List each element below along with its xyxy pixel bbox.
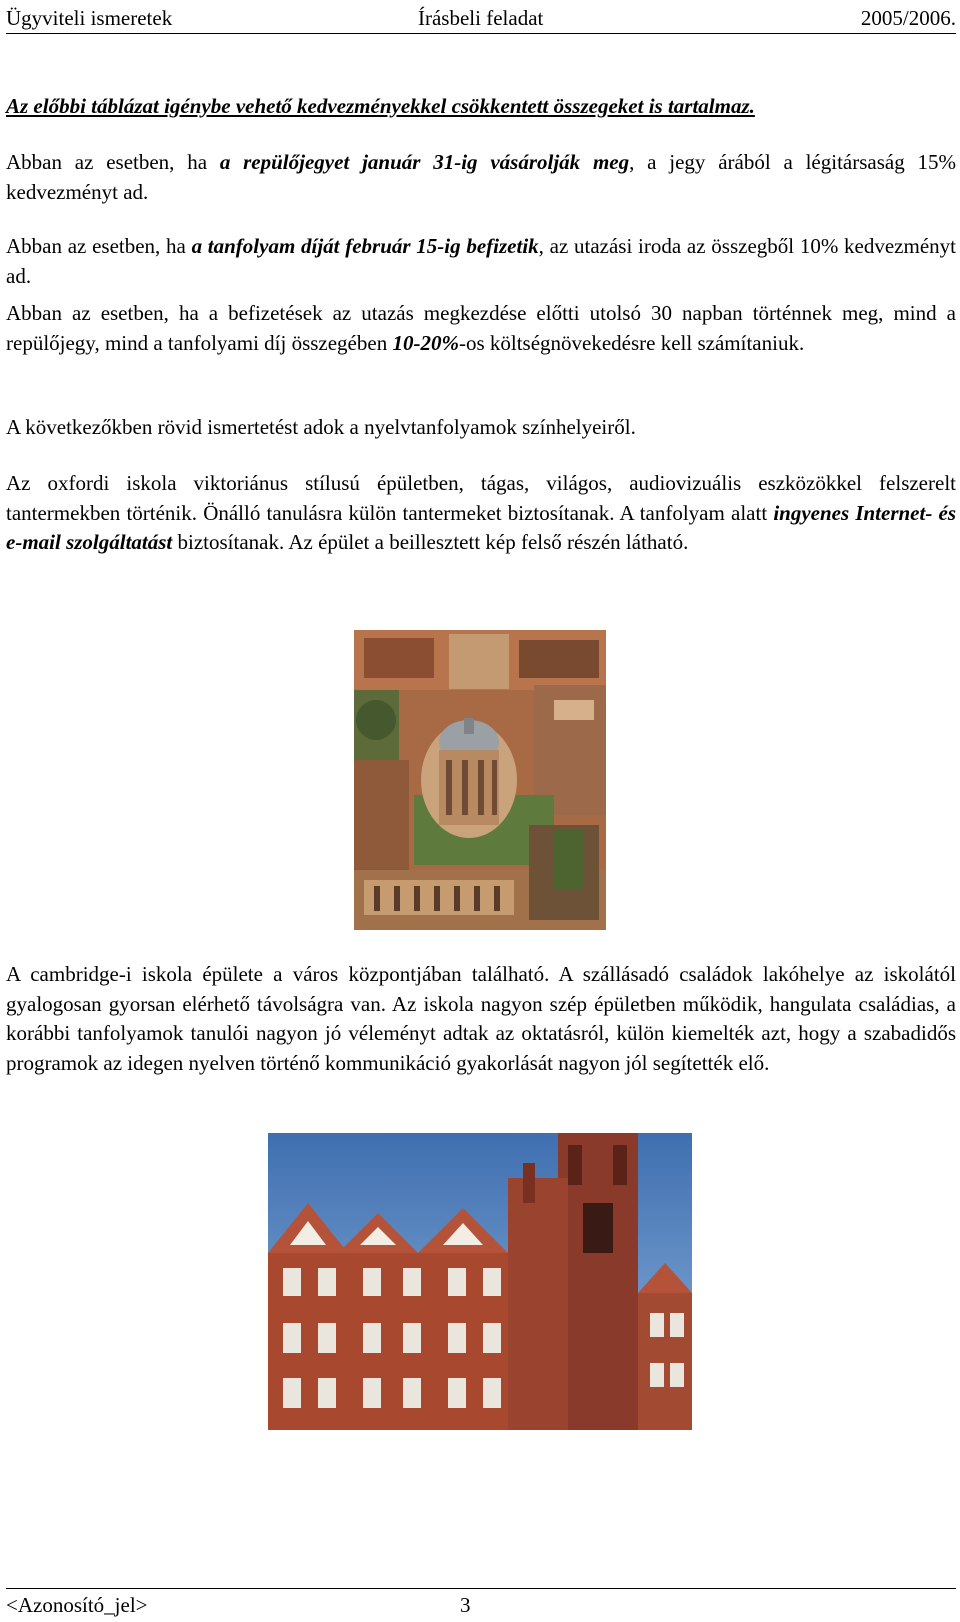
paragraph-cambridge-school: A cambridge-i iskola épülete a város központjában található. A szállásadó családok lakóhelye az iskolától gyalogosan gyorsan elérhető távolságra van. Az iskola nagyon szép épületben működik, hangulata családias, a korábbi tanfolyamok tanulói nagyon jó véleményt adtak az oktatásról, külön kiemelték azt, hogy a szabadidős programok az idegen nyelven történő kommunikáció gyakorlását nagyon jól segítették elő. xyxy=(6,962,956,1075)
oxford-aerial-photo xyxy=(354,630,606,930)
emphasis-flight-deadline: a repülőjegyet január 31-ig vásárolják meg xyxy=(219,150,630,174)
cambridge-building-photo xyxy=(268,1133,692,1430)
header-task-type: Írásbeli feladat xyxy=(418,6,544,30)
page-footer xyxy=(6,1588,956,1619)
paragraph-course-discount: Abban az esetben, ha a tanfolyam díját február 15-ig befizetik, az utazási iroda az összegből 10% kedvezményt ad. xyxy=(6,234,956,288)
page-number: 3 xyxy=(460,1593,471,1617)
section-heading: Az előbbi táblázat igénybe vehető kedvezményekkel csökkentett összegeket is tartalmaz. xyxy=(6,94,755,118)
paragraph-oxford-school: Az oxfordi iskola viktoriánus stílusú épületben, tágas, világos, audiovizuális eszközökkel felszerelt tantermekben történik. Önálló tanulásra külön tantermeket biztosítanak. A tanfolyam alatt ingyenes Internet- és e-mail szolgáltatást biztosítanak. Az épület a beillesztett kép felső részén látható. xyxy=(6,471,956,554)
emphasis-course-deadline: a tanfolyam díját február 15-ig befizetik xyxy=(191,234,539,258)
paragraph-late-payment: Abban az esetben, ha a befizetések az utazás megkezdése előtti utolsó 30 napban történnek meg, mind a repülőjegy, mind a tanfolyami díj összegében 10-20%-os költségnövekedésre kell számítaniuk. xyxy=(6,301,956,355)
paragraph-intro-locations: A következőkben rövid ismertetést adok a nyelvtanfolyamok színhelyeiről. xyxy=(6,415,636,439)
emphasis-cost-increase: 10-20% xyxy=(392,330,459,355)
footer-id-placeholder: <Azonosító_jel> xyxy=(6,1593,148,1617)
page-header xyxy=(6,3,956,34)
header-year: 2005/2006. xyxy=(860,6,956,30)
paragraph-flight-discount: Abban az esetben, ha a repülőjegyet január 31-ig vásárolják meg, a jegy árából a légitársaság 15% kedvezményt ad. xyxy=(6,150,957,204)
header-subject: Ügyviteli ismeretek xyxy=(6,6,173,30)
emphasis-free-internet: ingyenes Internet- és e-mail szolgáltatást xyxy=(6,500,956,554)
